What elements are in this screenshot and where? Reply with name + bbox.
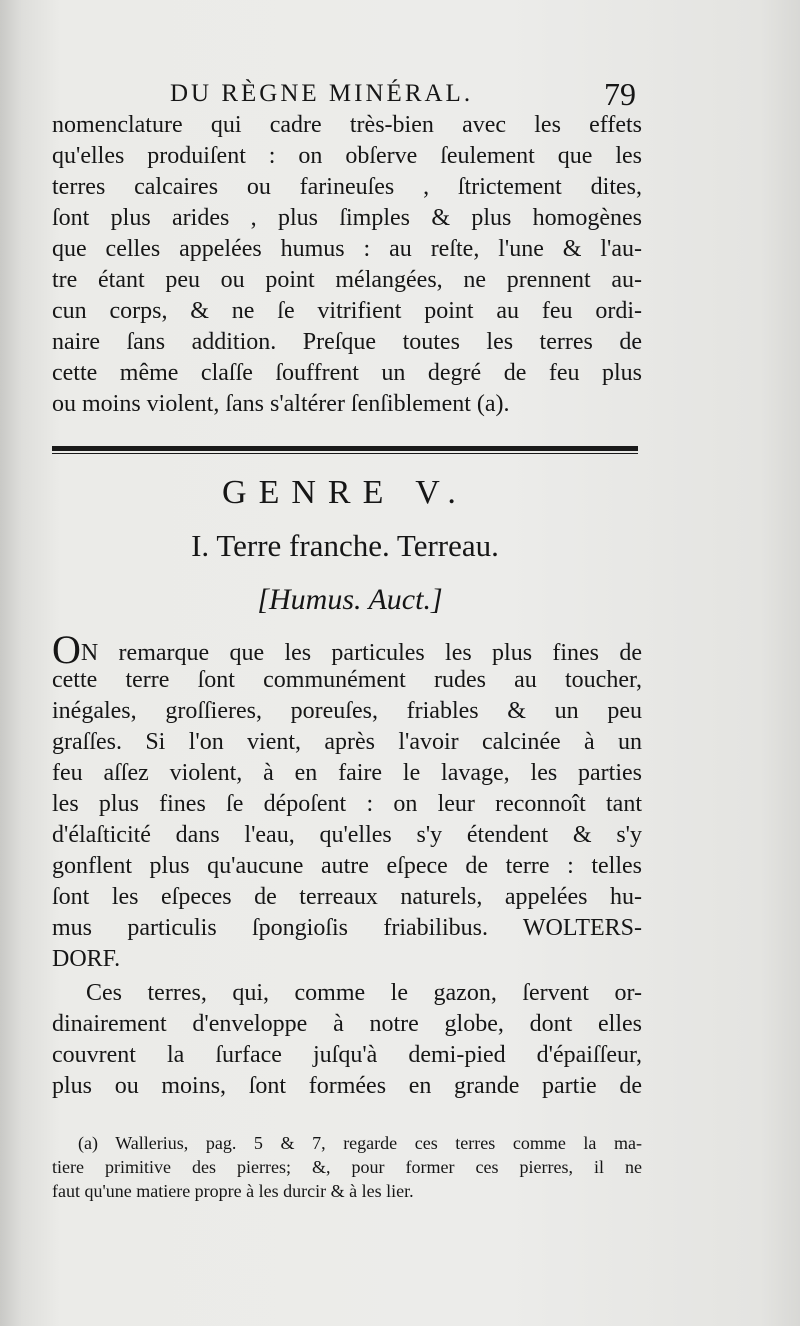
drop-cap: O — [52, 634, 81, 665]
text-line: dinairement d'enveloppe à notre globe, dont elles — [52, 1011, 642, 1037]
text-line: mus particulis ſpongioſis friabilibus. WOLTERS- — [52, 915, 642, 941]
text-line: couvrent la ſurface juſqu'à demi-pied d'épaiſſeur, — [52, 1042, 642, 1068]
text-line: ſont les eſpeces de terreaux naturels, appelées hu- — [52, 884, 642, 910]
first-line-text: N remarque que les particules les plus fines de — [80, 640, 642, 665]
footnote-line: faut qu'une matiere propre à les durcir & à les lier. — [52, 1181, 414, 1201]
section-divider — [52, 446, 638, 455]
text-line: naire ſans addition. Preſque toutes les terres de — [52, 329, 642, 355]
footnote-line: tiere primitive des pierres; &, pour former ces pierres, il ne — [52, 1157, 642, 1177]
running-head-title: DU RÈGNE MINÉRAL. — [170, 80, 474, 107]
text-line: feu aſſez violent, à en faire le lavage, les parties — [52, 760, 642, 786]
footnote — [52, 1131, 642, 1203]
text-line: d'élaſticité dans l'eau, qu'elles s'y étendent & s'y — [52, 822, 642, 848]
section-heading: GENRE V. — [222, 474, 468, 511]
text-line: nomenclature qui cadre très-bien avec les effets — [52, 112, 642, 138]
text-line: tre étant peu ou point mélangées, ne prennent au- — [52, 267, 642, 293]
paragraph-description — [52, 634, 642, 975]
text-line: ſont plus arides , plus ſimples & plus homogènes — [52, 205, 642, 231]
text-line: cun corps, & ne ſe vitrifient point au feu ordi- — [52, 298, 642, 324]
text-line: cette terre ſont communément rudes au toucher, — [52, 667, 642, 693]
text-line: terres calcaires ou farineuſes , ſtrictement dites, — [52, 174, 642, 200]
text-line: ou moins violent, ſans s'altérer ſenſiblement (a). — [52, 391, 510, 417]
text-line: que celles appelées humus : au reſte, l'une & l'au- — [52, 236, 642, 262]
text-line: Ces terres, qui, comme le gazon, ſervent or- — [86, 980, 642, 1006]
page-number: 79 — [604, 76, 636, 112]
text-line-first — [52, 634, 642, 665]
text-line: DORF. — [52, 946, 121, 972]
text-line: graſſes. Si l'on vient, après l'avoir calcinée à un — [52, 729, 642, 755]
text-line: les plus fines ſe dépoſent : on leur reconnoît tant — [52, 791, 642, 817]
footnote-line: (a) Wallerius, pag. 5 & 7, regarde ces terres comme la ma- — [78, 1133, 642, 1153]
text-line: inégales, groſſieres, poreuſes, friables & un peu — [52, 698, 642, 724]
latin-name: [Humus. Auct.] — [257, 583, 443, 616]
text-line: plus ou moins, ſont formées en grande partie de — [52, 1073, 642, 1099]
text-line: cette même claſſe ſouffrent un degré de feu plus — [52, 360, 642, 386]
paragraph-continued — [52, 110, 642, 420]
text-line: qu'elles produiſent : on obſerve ſeulement que les — [52, 143, 642, 169]
paragraph-composition — [52, 978, 642, 1102]
section-subtitle: I. Terre franche. Terreau. — [191, 528, 499, 563]
text-line: gonflent plus qu'aucune autre eſpece de terre : telles — [52, 853, 642, 879]
